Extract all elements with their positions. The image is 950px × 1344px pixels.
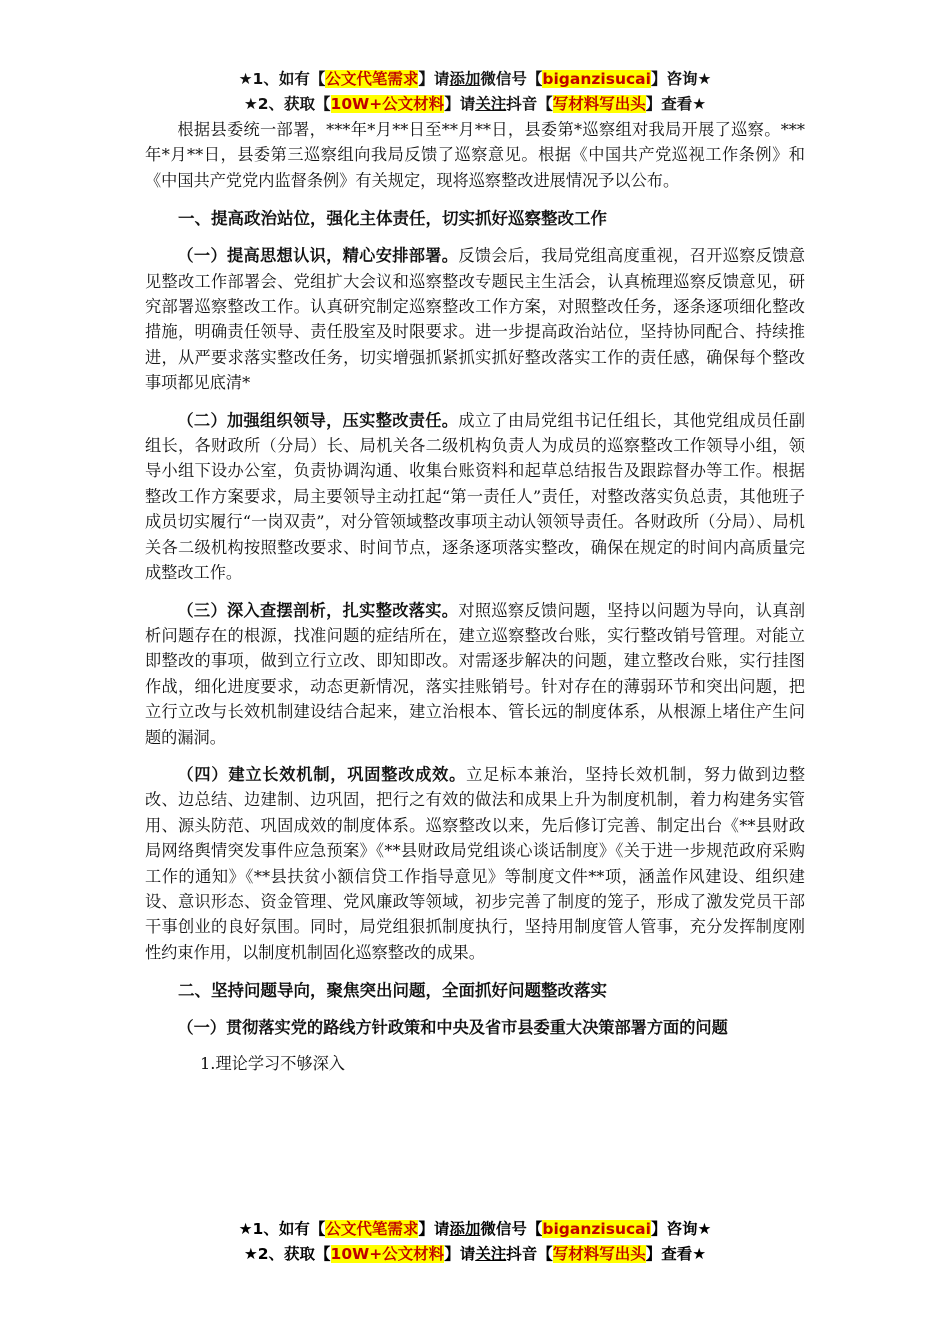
notice-text: 】查看★ xyxy=(645,95,707,113)
wechat-id-highlight: biganzisucai xyxy=(542,70,651,88)
notice-text: 微信号【 xyxy=(480,1220,543,1238)
intro-paragraph: 根据县委统一部署，***年*月**日至**月**日，县委第*巡察组对我局开展了巡察。***年*月**日，县委第三巡察组向我局反馈了巡察意见。根据《中国共产党巡视工作条例》和《中国共产党党内监督条例》有关规定，现将巡察整改进展情况予以公布。 xyxy=(145,120,805,190)
paragraph-lead: （四）建立长效机制，巩固整改成效。 xyxy=(177,764,467,784)
notice-text: 微信号【 xyxy=(480,70,543,88)
paragraph-lead: （一）提高思想认识，精心安排部署。 xyxy=(177,246,459,266)
notice-text: 】咨询★ xyxy=(650,1220,712,1238)
document-body xyxy=(145,67,805,1076)
notice-text: ★2、获取【 xyxy=(243,95,331,113)
underlined-text: 关注 xyxy=(475,95,507,113)
highlight-text: 公文代笔需求 xyxy=(325,1220,419,1238)
section-1-paragraph-2 xyxy=(145,408,805,586)
highlight-text: 10W+公文材料 xyxy=(330,1245,445,1263)
list-item: 1.理论学习不够深入 xyxy=(200,1054,345,1074)
section-1-paragraph-4 xyxy=(145,762,805,965)
underlined-text: 添加 xyxy=(449,70,481,88)
header-notice-line-1 xyxy=(145,67,805,92)
notice-text: ★1、如有【 xyxy=(238,70,326,88)
footer-notice-line-2 xyxy=(145,1242,805,1267)
paragraph-text: 对照巡察反馈问题，坚持以问题为导向，认真剖析问题存在的根源，找准问题的症结所在，建立巡察整改台账，实行整改销号管理。对能立即整改的事项，做到立行立改、即知即改。对需逐步解决的问题，建立整改台账，实行挂图作战，细化进度要求，动态更新情况，落实挂账销号。针对存在的薄弱环节和突出问题，把立行立改与长效机制建设结合起来，建立治根本、管长远的制度体系，从根源上堵住产生问题的漏洞。 xyxy=(145,600,806,747)
footer-notice-line-1 xyxy=(145,1217,805,1242)
section-1-heading: 一、提高政治站位，强化主体责任，切实抓好巡察整改工作 xyxy=(178,209,607,229)
notice-text: 】请 xyxy=(444,95,476,113)
header-notice-line-2 xyxy=(145,92,805,117)
notice-text: 抖音【 xyxy=(506,95,553,113)
notice-text: 】请 xyxy=(444,1245,476,1263)
section-1-paragraph-1 xyxy=(145,243,805,395)
underlined-text: 关注 xyxy=(475,1245,507,1263)
section-1-paragraph-3 xyxy=(145,598,805,750)
paragraph-text: 立足标本兼治，坚持长效机制，努力做到边整改、边总结、边建制、边巩固，把行之有效的做法和成果上升为制度机制，着力构建务实管用、源头防范、巩固成效的制度体系。巡察整改以来，先后修订完善、制定出台《**县财政局网络舆情突发事件应急预案》《**县财政局党组谈心谈话制度》《关于进一步规范政府采购工作的通知》《**县扶贫小额信贷工作指导意见》等制度文件**项，涵盖作风建设、组织建设、意识形态、资金管理、党风廉政等领域，初步完善了制度的笼子，形成了激发党员干部干事创业的良好氛围。同时，局党组狠抓制度执行，坚持用制度管人管事，充分发挥制度刚性约束作用，以制度机制固化巡察整改的成果。 xyxy=(145,764,806,962)
notice-text: 】请 xyxy=(418,70,450,88)
highlight-text: 10W+公文材料 xyxy=(330,95,445,113)
douyin-id-highlight: 写材料写出头 xyxy=(552,95,646,113)
notice-text: ★2、获取【 xyxy=(243,1245,331,1263)
notice-text: 】咨询★ xyxy=(650,70,712,88)
paragraph-lead: （三）深入查摆剖析，扎实整改落实。 xyxy=(177,600,459,620)
section-2-subheading: （一）贯彻落实党的路线方针政策和中央及省市县委重大决策部署方面的问题 xyxy=(177,1018,728,1038)
wechat-id-highlight: biganzisucai xyxy=(542,1220,651,1238)
notice-text: 抖音【 xyxy=(506,1245,553,1263)
highlight-text: 公文代笔需求 xyxy=(325,70,419,88)
paragraph-lead: （二）加强组织领导，压实整改责任。 xyxy=(177,410,459,430)
section-2-heading: 二、坚持问题导向，聚焦突出问题，全面抓好问题整改落实 xyxy=(178,981,607,1001)
paragraph-text: 成立了由局党组书记任组长，其他党组成员任副组长，各财政所（分局）长、局机关各二级机构负责人为成员的巡察整改工作领导小组，领导小组下设办公室，负责协调沟通、收集台账资料和起草总结报告及跟踪督办等工作。根据整改工作方案要求，局主要领导主动扛起“第一责任人”责任，对整改落实负总责，其他班子成员切实履行“一岗双责”，对分管领域整改事项主动认领领导责任。各财政所（分局）、局机关各二级机构按照整改要求、时间节点，逐条逐项落实整改，确保在规定的时间内高质量完成整改工作。 xyxy=(145,410,806,583)
douyin-id-highlight: 写材料写出头 xyxy=(552,1245,646,1263)
paragraph-text: 反馈会后，我局党组高度重视，召开巡察反馈意见整改工作部署会、党组扩大会议和巡察整改专题民主生活会，认真梳理巡察反馈意见，研究部署巡察整改工作。认真研究制定巡察整改工作方案，对照整改任务，逐条逐项细化整改措施，明确责任领导、责任股室及时限要求。进一步提高政治站位，坚持协同配合、持续推进，从严要求落实整改任务，切实增强抓紧抓实抓好整改落实工作的责任感，确保每个整改事项都见底清* xyxy=(145,246,806,393)
footer-notice xyxy=(145,1217,805,1267)
notice-text: 】请 xyxy=(418,1220,450,1238)
notice-text: 】查看★ xyxy=(645,1245,707,1263)
notice-text: ★1、如有【 xyxy=(238,1220,326,1238)
underlined-text: 添加 xyxy=(449,1220,481,1238)
